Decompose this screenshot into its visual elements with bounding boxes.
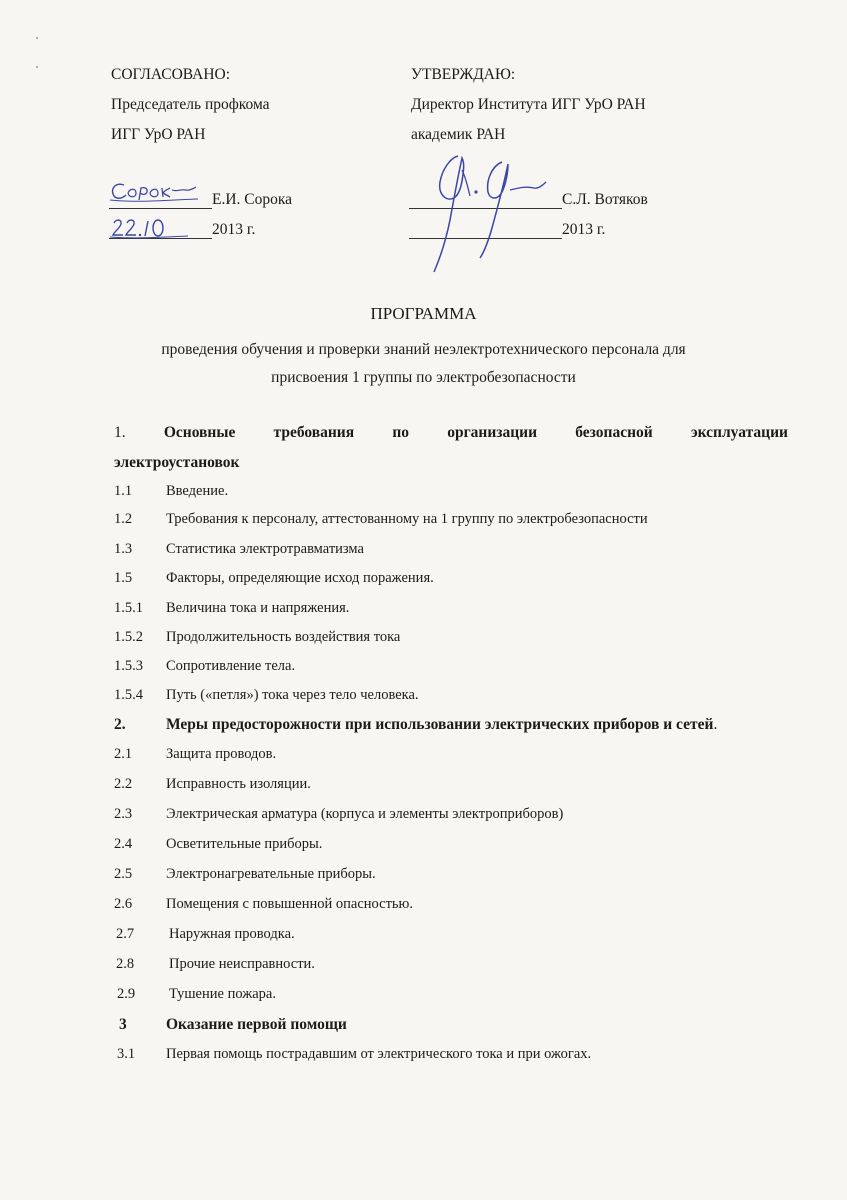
section-2-title: Меры предосторожности при использовании электрических приборов и сетей xyxy=(166,716,714,733)
item-text: Электрическая арматура (корпуса и элементы электроприборов) xyxy=(166,806,564,822)
section-3-heading: Оказание первой помощи xyxy=(166,1016,347,1033)
item-number: 3.1 xyxy=(117,1046,136,1062)
item-text: Тушение пожара. xyxy=(169,986,276,1002)
section-1-heading xyxy=(114,424,788,442)
signature-line xyxy=(109,208,212,209)
item-text: Статистика электротравматизма xyxy=(166,541,364,557)
document-subtitle-line2: присвоения 1 группы по электробезопасности xyxy=(271,369,576,386)
heading-word: безопасной xyxy=(575,424,653,441)
item-text: Сопротивление тела. xyxy=(166,658,296,674)
section-2-number: 2. xyxy=(114,716,126,733)
approval-left-heading: СОГЛАСОВАНО: xyxy=(111,66,231,83)
item-number: 1.5.2 xyxy=(114,629,143,645)
approval-right-position: Директор Института ИГГ УрО РАН xyxy=(411,96,646,113)
item-number: 1.5 xyxy=(114,570,133,586)
approval-right-signatory: С.Л. Вотяков xyxy=(562,191,648,208)
section-1-heading-cont: электроустановок xyxy=(114,454,240,471)
handwritten-signature-right xyxy=(418,148,548,278)
item-number: 1.5.3 xyxy=(114,658,143,674)
item-number: 2.8 xyxy=(116,956,135,972)
item-text: Путь («петля») тока через тело человека. xyxy=(166,687,419,703)
scan-speck xyxy=(36,66,38,68)
section-2-heading xyxy=(166,716,717,734)
item-text: Прочие неисправности. xyxy=(169,956,315,972)
item-text: Электронагревательные приборы. xyxy=(166,866,376,882)
item-text: Наружная проводка. xyxy=(169,926,295,942)
heading-word: эксплуатации xyxy=(690,424,788,441)
approval-left-date: 2013 г. xyxy=(212,221,256,238)
item-number: 2.3 xyxy=(114,806,133,822)
item-number: 2.4 xyxy=(114,836,133,852)
item-number: 1.5.4 xyxy=(114,687,143,703)
item-text: Величина тока и напряжения. xyxy=(166,600,350,616)
section-3-number: 3 xyxy=(119,1016,127,1033)
item-text: Введение. xyxy=(166,483,229,499)
heading-word: требования xyxy=(273,424,355,441)
item-number: 2.6 xyxy=(114,896,133,912)
item-number: 2.9 xyxy=(117,986,136,1002)
item-number: 1.2 xyxy=(114,511,133,527)
approval-right-heading: УТВЕРЖДАЮ: xyxy=(411,66,516,83)
document-title: ПРОГРАММА xyxy=(370,304,477,323)
item-text: Осветительные приборы. xyxy=(166,836,323,852)
item-text: Исправность изоляции. xyxy=(166,776,311,792)
section-number: 1. xyxy=(114,424,126,441)
handwritten-date-left xyxy=(110,215,190,241)
item-text: Первая помощь пострадавшим от электрического тока и при ожогах. xyxy=(166,1046,592,1062)
approval-left-position: Председатель профкома xyxy=(111,96,270,113)
approval-left-org: ИГГ УрО РАН xyxy=(111,126,206,143)
item-number: 2.7 xyxy=(116,926,135,942)
item-number: 2.1 xyxy=(114,746,133,762)
section-2-title-end: . xyxy=(713,716,718,733)
heading-word: организации xyxy=(447,424,538,441)
item-number: 2.5 xyxy=(114,866,133,882)
document-subtitle-line1: проведения обучения и проверки знаний неэлектротехнического персонала для xyxy=(161,341,686,358)
scan-speck xyxy=(36,37,38,39)
item-number: 1.5.1 xyxy=(114,600,143,616)
heading-word: по xyxy=(392,424,410,441)
approval-right-date: 2013 г. xyxy=(562,221,606,238)
item-text: Продолжительность воздействия тока xyxy=(166,629,401,645)
item-text: Требования к персоналу, аттестованному на 1 группу по электробезопасности xyxy=(166,511,648,527)
item-text: Помещения с повышенной опасностью. xyxy=(166,896,413,912)
handwritten-signature-left xyxy=(108,176,200,206)
item-number: 1.3 xyxy=(114,541,133,557)
item-number: 2.2 xyxy=(114,776,133,792)
heading-word: Основные xyxy=(163,424,236,441)
item-number: 1.1 xyxy=(114,483,133,499)
item-text: Факторы, определяющие исход поражения. xyxy=(166,570,434,586)
item-text: Защита проводов. xyxy=(166,746,277,762)
approval-right-title: академик РАН xyxy=(411,126,506,143)
approval-left-signatory: Е.И. Сорока xyxy=(212,191,293,208)
